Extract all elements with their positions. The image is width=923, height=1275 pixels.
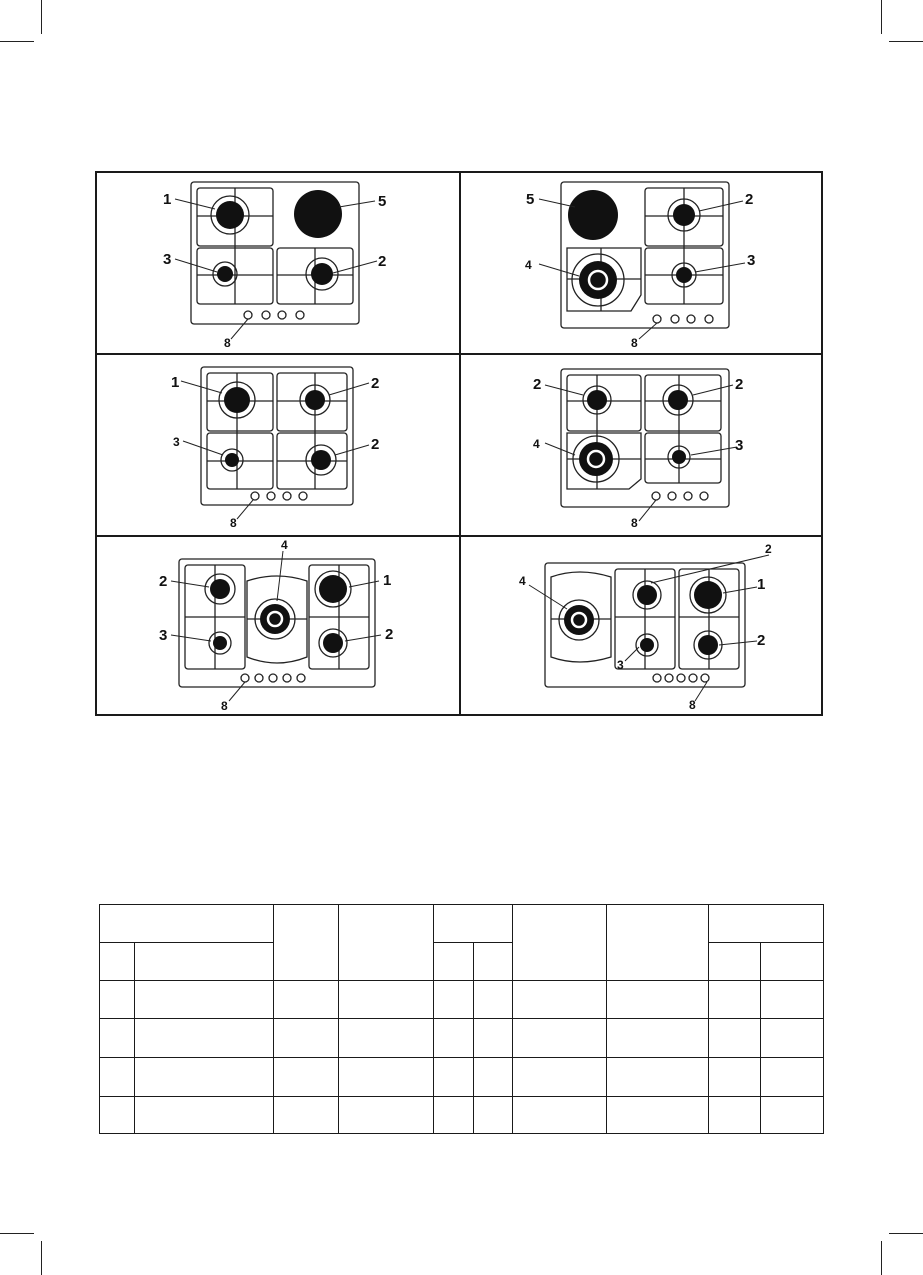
callout-label: 2 [745, 191, 754, 208]
callout-label: 3 [747, 252, 756, 269]
table-cell [709, 1096, 761, 1133]
table-row [100, 1057, 824, 1096]
callout-label: 8 [224, 336, 231, 350]
hob-diagram-f [461, 537, 823, 716]
table-cell [100, 1057, 135, 1096]
table-cell [339, 1096, 434, 1133]
table-cell [100, 905, 274, 943]
table-cell [100, 943, 135, 981]
callout-label: 2 [371, 436, 380, 453]
table-cell [434, 905, 513, 943]
callout-label: 1 [171, 374, 180, 391]
table-cell [474, 1019, 513, 1057]
crop-mark [0, 1233, 34, 1234]
table-cell [135, 1057, 274, 1096]
table-cell [607, 1019, 709, 1057]
callout-label: 1 [383, 572, 392, 589]
table-cell [339, 981, 434, 1019]
callout-label: 8 [631, 336, 638, 350]
crop-mark [41, 0, 42, 34]
table-cell [434, 1057, 474, 1096]
table-cell [274, 1057, 339, 1096]
callout-label: 1 [163, 191, 172, 208]
table-cell [434, 981, 474, 1019]
hob-diagram-grid [95, 171, 823, 716]
table-cell [339, 1057, 434, 1096]
table-cell [135, 943, 274, 981]
table-cell [513, 1057, 607, 1096]
table-cell [761, 1019, 824, 1057]
crop-mark [0, 41, 34, 42]
crop-mark [881, 1241, 882, 1275]
callout-label: 2 [533, 376, 542, 393]
table-cell [513, 1096, 607, 1133]
callout-label: 3 [617, 658, 624, 672]
table-cell [607, 905, 709, 981]
callout-label: 2 [371, 375, 380, 392]
table-cell [274, 1019, 339, 1057]
table-cell [474, 943, 513, 981]
callout-label: 8 [631, 516, 638, 530]
table-cell [274, 1096, 339, 1133]
table-cell [709, 1019, 761, 1057]
table-cell [434, 1019, 474, 1057]
table-row [100, 981, 824, 1019]
table-cell [339, 905, 434, 981]
table-cell [434, 1096, 474, 1133]
table-cell [607, 1096, 709, 1133]
callout-label: 4 [281, 538, 288, 552]
hob-diagram-d [461, 355, 823, 535]
table-cell [761, 1096, 824, 1133]
table-cell [274, 905, 339, 981]
table-cell [135, 1096, 274, 1133]
crop-mark [889, 41, 923, 42]
hob-diagram-a [97, 173, 459, 353]
crop-mark [881, 0, 882, 34]
callout-label: 4 [533, 437, 540, 451]
table-cell [709, 905, 824, 943]
table-cell [761, 981, 824, 1019]
table-cell [607, 1057, 709, 1096]
callout-label: 3 [735, 437, 744, 454]
callout-label: 8 [689, 698, 696, 712]
table-cell [100, 1019, 135, 1057]
table-cell [761, 943, 824, 981]
table-cell [135, 1019, 274, 1057]
callout-label: 1 [757, 576, 766, 593]
table-row [100, 1096, 824, 1133]
table-cell [607, 981, 709, 1019]
callout-label: 4 [525, 258, 532, 272]
callout-label: 2 [385, 626, 394, 643]
table-cell [513, 905, 607, 981]
callout-label: 2 [378, 253, 387, 270]
table-cell [100, 981, 135, 1019]
table-cell [513, 1019, 607, 1057]
callout-label: 8 [221, 699, 228, 713]
table-header-row [100, 905, 824, 943]
table-cell [100, 1096, 135, 1133]
callout-label: 2 [735, 376, 744, 393]
table-cell [474, 981, 513, 1019]
callout-label: 2 [159, 573, 168, 590]
table-cell [709, 1057, 761, 1096]
table-cell [135, 981, 274, 1019]
callout-label: 8 [230, 516, 237, 530]
table-row [100, 1019, 824, 1057]
callout-label: 2 [757, 632, 766, 649]
table-cell [339, 1019, 434, 1057]
table-cell [513, 981, 607, 1019]
hob-diagram-b [461, 173, 823, 353]
callout-label: 3 [159, 627, 168, 644]
table-cell [709, 943, 761, 981]
table-cell [474, 1057, 513, 1096]
crop-mark [41, 1241, 42, 1275]
table-header-row [100, 943, 824, 981]
callout-label: 5 [378, 193, 387, 210]
hob-diagram-c [97, 355, 459, 535]
table-cell [761, 1057, 824, 1096]
callout-label: 4 [519, 574, 526, 588]
callout-label: 3 [163, 251, 172, 268]
hob-diagram-e [97, 537, 459, 716]
callout-label: 5 [526, 191, 535, 208]
callout-label: 2 [765, 542, 772, 556]
callout-label: 3 [173, 435, 180, 449]
table-cell [474, 1096, 513, 1133]
table-cell [434, 943, 474, 981]
crop-mark [889, 1233, 923, 1234]
specification-table [99, 904, 824, 1134]
table-cell [709, 981, 761, 1019]
table-cell [274, 981, 339, 1019]
